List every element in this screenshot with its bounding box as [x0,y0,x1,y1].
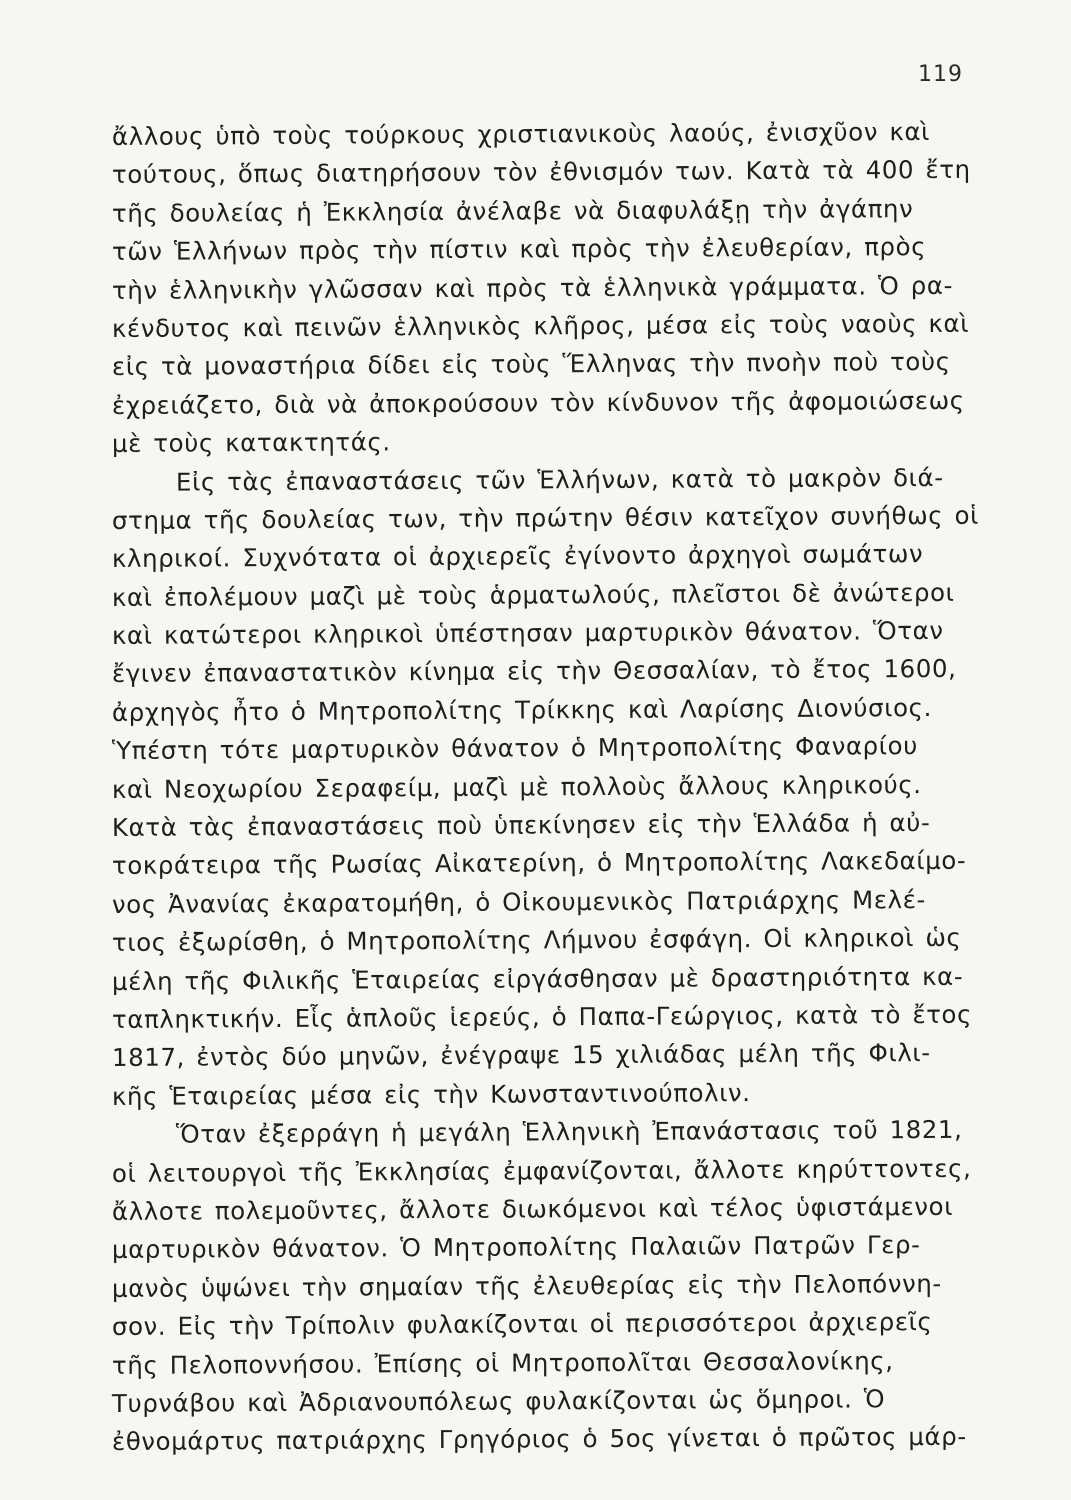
text-line: ἔγινεν ἐπαναστατικὸν κίνημα εἰς τὴν Θεσσαλίαν, τὸ ἔτος 1600, [111,654,957,689]
text-line: οἱ λειτουργοὶ τῆς Ἐκκλησίας ἐμφανίζονται, ἄλλοτε κηρύττοντες, [111,1153,972,1188]
text-line: 1817, ἐντὸς δύο μηνῶν, ἐνέγραψε 15 χιλιάδας μέλη τῆς Φιλι- [111,1038,931,1073]
text-line: τὴν ἑλληνικὴν γλῶσσαν καὶ πρὸς τὰ ἑλληνικὰ γράμματα. Ὁ ρα- [111,270,954,305]
text-line: καὶ Νεοχωρίου Σεραφείμ, μαζὶ μὲ πολλοὺς ἄλλους κληρικούς. [111,769,922,804]
text-line: τιος ἐξωρίσθη, ὁ Μητροπολίτης Λήμνου ἐσφάγη. Οἱ κληρικοὶ ὡς [111,923,962,958]
text-line: τούτους, ὅπως διατηρήσουν τὸν ἐθνισμόν των. Κατὰ τὰ 400 ἔτη [111,155,971,190]
text-line: Ὑπέστη τότε μαρτυρικὸν θάνατον ὁ Μητροπολίτης Φαναρίου [111,731,918,766]
text-line: μὲ τοὺς κατακτητάς. [111,427,391,459]
text-line: σον. Εἰς τὴν Τρίπολιν φυλακίζονται οἱ περισσότεροι ἀρχιερεῖς [111,1307,933,1342]
text-line: ταπληκτικήν. Εἷς ἁπλοῦς ἱερεύς, ὁ Παπα-Γεώργιος, κατὰ τὸ ἔτος [111,999,973,1034]
text-line: Τυρνάβου καὶ Ἀδριανουπόλεως φυλακίζονται ὡς ὅμηροι. Ὁ [111,1384,886,1418]
text-line: ἄλλους ὑπὸ τοὺς τούρκους χριστιανικοὺς λαούς, ἐνισχῦον καὶ [111,117,931,151]
body-text [112,118,982,1462]
text-line: τοκράτειρα τῆς Ρωσίας Αἰκατερίνη, ὁ Μητροπολίτης Λακεδαίμο- [111,846,967,881]
text-line: καὶ κατώτεροι κληρικοὶ ὑπέστησαν μαρτυρικὸν θάνατον. Ὅταν [111,615,944,651]
text-line: κένδυτος καὶ πεινῶν ἑλληνικὸς κλῆρος, μέσα εἰς τοὺς ναοὺς καὶ [111,308,970,343]
text-line: τῆς δουλείας ἡ Ἐκκλησία ἀνέλαβε νὰ διαφυλάξῃ τὴν ἀγάπην [111,193,914,228]
text-line: εἰς τὰ μοναστήρια δίδει εἰς τοὺς Ἕλληνας τὴν πνοὴν ποὺ τοὺς [111,347,951,382]
text-line: ἀρχηγὸς ἦτο ὁ Μητροπολίτης Τρίκκης καὶ Λαρίσης Διονύσιος. [111,692,933,727]
text-line: Εἰς τὰς ἐπαναστάσεις τῶν Ἑλλήνων, κατὰ τὸ μακρὸν διά- [175,462,944,497]
text-line: κῆς Ἑταιρείας μέσα εἰς τὴν Κωνσταντινούπολιν. [111,1077,751,1111]
text-line: κληρικοί. Συχνότατα οἱ ἀρχιερεῖς ἐγίνοντο ἀρχηγοὶ σωμάτων [111,539,924,574]
text-line: μανὸς ὑψώνει τὴν σημαίαν τῆς ἐλευθερίας εἰς τὴν Πελοπόννη- [111,1268,942,1303]
text-line: Κατὰ τὰς ἐπαναστάσεις ποὺ ὑπεκίνησεν εἰς τὴν Ἑλλάδα ἡ αὐ- [111,808,931,843]
text-line: μέλη τῆς Φιλικῆς Ἑταιρείας εἰργάσθησαν μὲ δραστηριότητα κα- [111,961,964,996]
text-line: στημα τῆς δουλείας των, τὴν πρώτην θέσιν κατεῖχον συνήθως οἱ [111,500,980,535]
text-line: μαρτυρικὸν θάνατον. Ὁ Μητροπολίτης Παλαιῶν Πατρῶν Γερ- [111,1230,921,1265]
text-line: ἐθνομάρτυς πατριάρχης Γρηγόριος ὁ 5ος γίνεται ὁ πρῶτος μάρ- [111,1422,967,1457]
text-line: τῆς Πελοποννήσου. Ἐπίσης οἱ Μητροπολῖται Θεσσαλονίκης, [111,1345,894,1380]
text-line: τῶν Ἑλλήνων πρὸς τὴν πίστιν καὶ πρὸς τὴν ἐλευθερίαν, πρὸς [111,232,927,267]
text-line: Ὅταν ἐξερράγη ἡ μεγάλη Ἑλληνικὴ Ἐπανάστασις τοῦ 1821, [175,1114,963,1149]
text-line: νος Ἀνανίας ἐκαρατομήθη, ὁ Οἰκουμενικὸς Πατριάρχης Μελέ- [111,884,926,919]
text-line: ἄλλοτε πολεμοῦντες, ἄλλοτε διωκόμενοι καὶ τέλος ὑφιστάμενοι [111,1191,954,1226]
page-number: 119 [918,62,963,87]
text-line: ἐχρειάζετο, διὰ νὰ ἀποκρούσουν τὸν κίνδυνον τῆς ἀφομοιώσεως [111,385,965,420]
text-line: καὶ ἐπολέμουν μαζὶ μὲ τοὺς ἁρματωλούς, πλεῖστοι δὲ ἀνώτεροι [111,577,955,612]
